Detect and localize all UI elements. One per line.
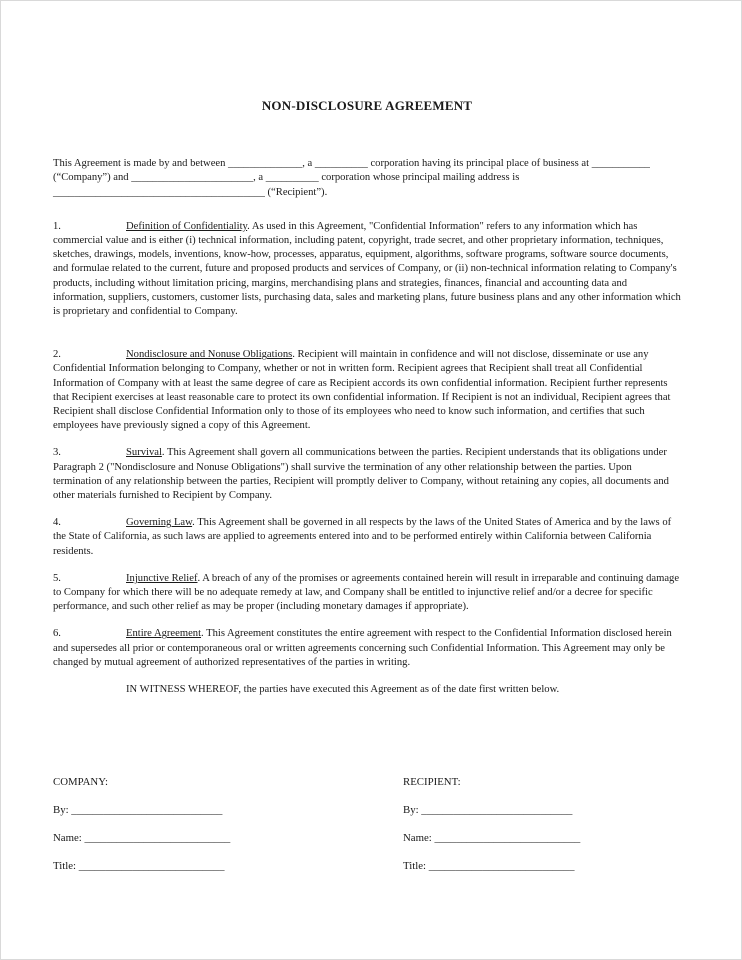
section-heading: Governing Law — [126, 517, 193, 529]
recipient-signature — [403, 775, 703, 887]
section-1 — [53, 220, 681, 319]
recipient-title-line: Title: ___________________________ — [403, 860, 575, 872]
witness-clause: IN WITNESS WHEREOF, the parties have executed this Agreement as of the date first written below. — [126, 684, 560, 696]
recipient-label: RECIPIENT: — [403, 776, 461, 788]
section-text: . As used in this Agreement, "Confidential Information" refers to any information which has commercial value and is either (i) technical information, including patent, copyright, trade secret, and other proprietary information, techniques, sketches, drawings, models, inventions, know-how, processes, apparatus, equipment, algorithms, software programs, software source documents, and formulae related to the current, future and proposed products and services of Company, or (ii) non-technical information relating to Company's products, including without limitation pricing, margins, merchandising plans and strategies, finances, financial and accounting data and information, suppliers, customers, customer lists, purchasing data, sales and marketing plans, future business plans and any other information which is proprietary and confidential to Company. — [53, 220, 681, 318]
section-heading: Survival — [126, 447, 162, 459]
recipient-name-line: Name: ___________________________ — [403, 832, 581, 844]
section-number: 5. — [53, 572, 61, 584]
company-title-line: Title: ___________________________ — [53, 860, 225, 872]
section-text: . This Agreement constitutes the entire agreement with respect to the Confidential Information disclosed herein and supersedes all prior or contemporaneous oral or written agreements concerning such Confidential Information. This Agreement may only be changed by mutual agreement of authorized representatives of the parties in writing. — [53, 628, 672, 668]
section-heading: Injunctive Relief — [126, 572, 198, 584]
section-number: 6. — [53, 628, 61, 640]
company-by-line: By: ____________________________ — [53, 804, 223, 816]
section-number: 4. — [53, 517, 61, 529]
section-heading: Definition of Confidentiality — [126, 220, 248, 232]
document-body — [53, 99, 681, 697]
section-number: 2. — [53, 349, 61, 361]
section-2 — [53, 348, 681, 433]
company-name-line: Name: ___________________________ — [53, 832, 231, 844]
section-text: . This Agreement shall govern all communications between the parties. Recipient understands that its obligations under Paragraph 2 ("Nondisclosure and Nonuse Obligations") shall survive the termination of any other relationship between the parties. Upon termination of any relationship between the parties, Recipient will promptly deliver to Company, without retaining any copies, all documents and other materials furnished to Recipient by Company. — [53, 447, 669, 502]
section-text: . A breach of any of the promises or agreements contained herein will result in irreparable and continuing damage to Company for which there will be no adequate remedy at law, and Company shall be entitled to injunctive relief and/or a decree for specific performance, and such other relief as may be proper (including monetary damages if appropriate). — [53, 572, 680, 613]
recipient-by-line: By: ____________________________ — [403, 804, 573, 816]
section-text: . Recipient will maintain in confidence and will not disclose, disseminate or use any Confidential Information belonging to Company, whether or not in written form. Recipient agrees that Recipient shall treat all Confidential Information of Company with at least the same degree of care as Recipient accords its own confidential information. Recipient further represents that Recipient exercises at least reasonable care to protect its own confidential information. If Recipient is not an individual, Recipient agrees that Recipient shall disclose Confidential Information only to those of its employees who need to know such information, and certifies that such employees have previously signed a copy of this Agreement. — [53, 349, 671, 432]
section-heading: Entire Agreement — [126, 628, 202, 640]
section-5 — [53, 572, 681, 615]
section-4 — [53, 516, 681, 559]
intro-paragraph: This Agreement is made by and between ______________, a __________ corporation having its principal place of business at ___________ (“Company”) and _______________________, a __________ corporation whose principal mailing address is ________________________________________ (“Recipient”). — [53, 158, 650, 198]
company-signature — [53, 775, 353, 887]
section-number: 1. — [53, 220, 61, 232]
section-heading: Nondisclosure and Nonuse Obligations — [126, 349, 293, 361]
section-text: . This Agreement shall be governed in all respects by the laws of the United States of America and by the laws of the State of California, as such laws are applied to agreements entered into and to be performed entirely within California between California residents. — [53, 517, 672, 557]
document-title: NON-DISCLOSURE AGREEMENT — [261, 98, 473, 113]
section-6 — [53, 627, 681, 670]
section-3 — [53, 446, 681, 503]
section-number: 3. — [53, 447, 61, 459]
company-label: COMPANY: — [53, 776, 109, 788]
